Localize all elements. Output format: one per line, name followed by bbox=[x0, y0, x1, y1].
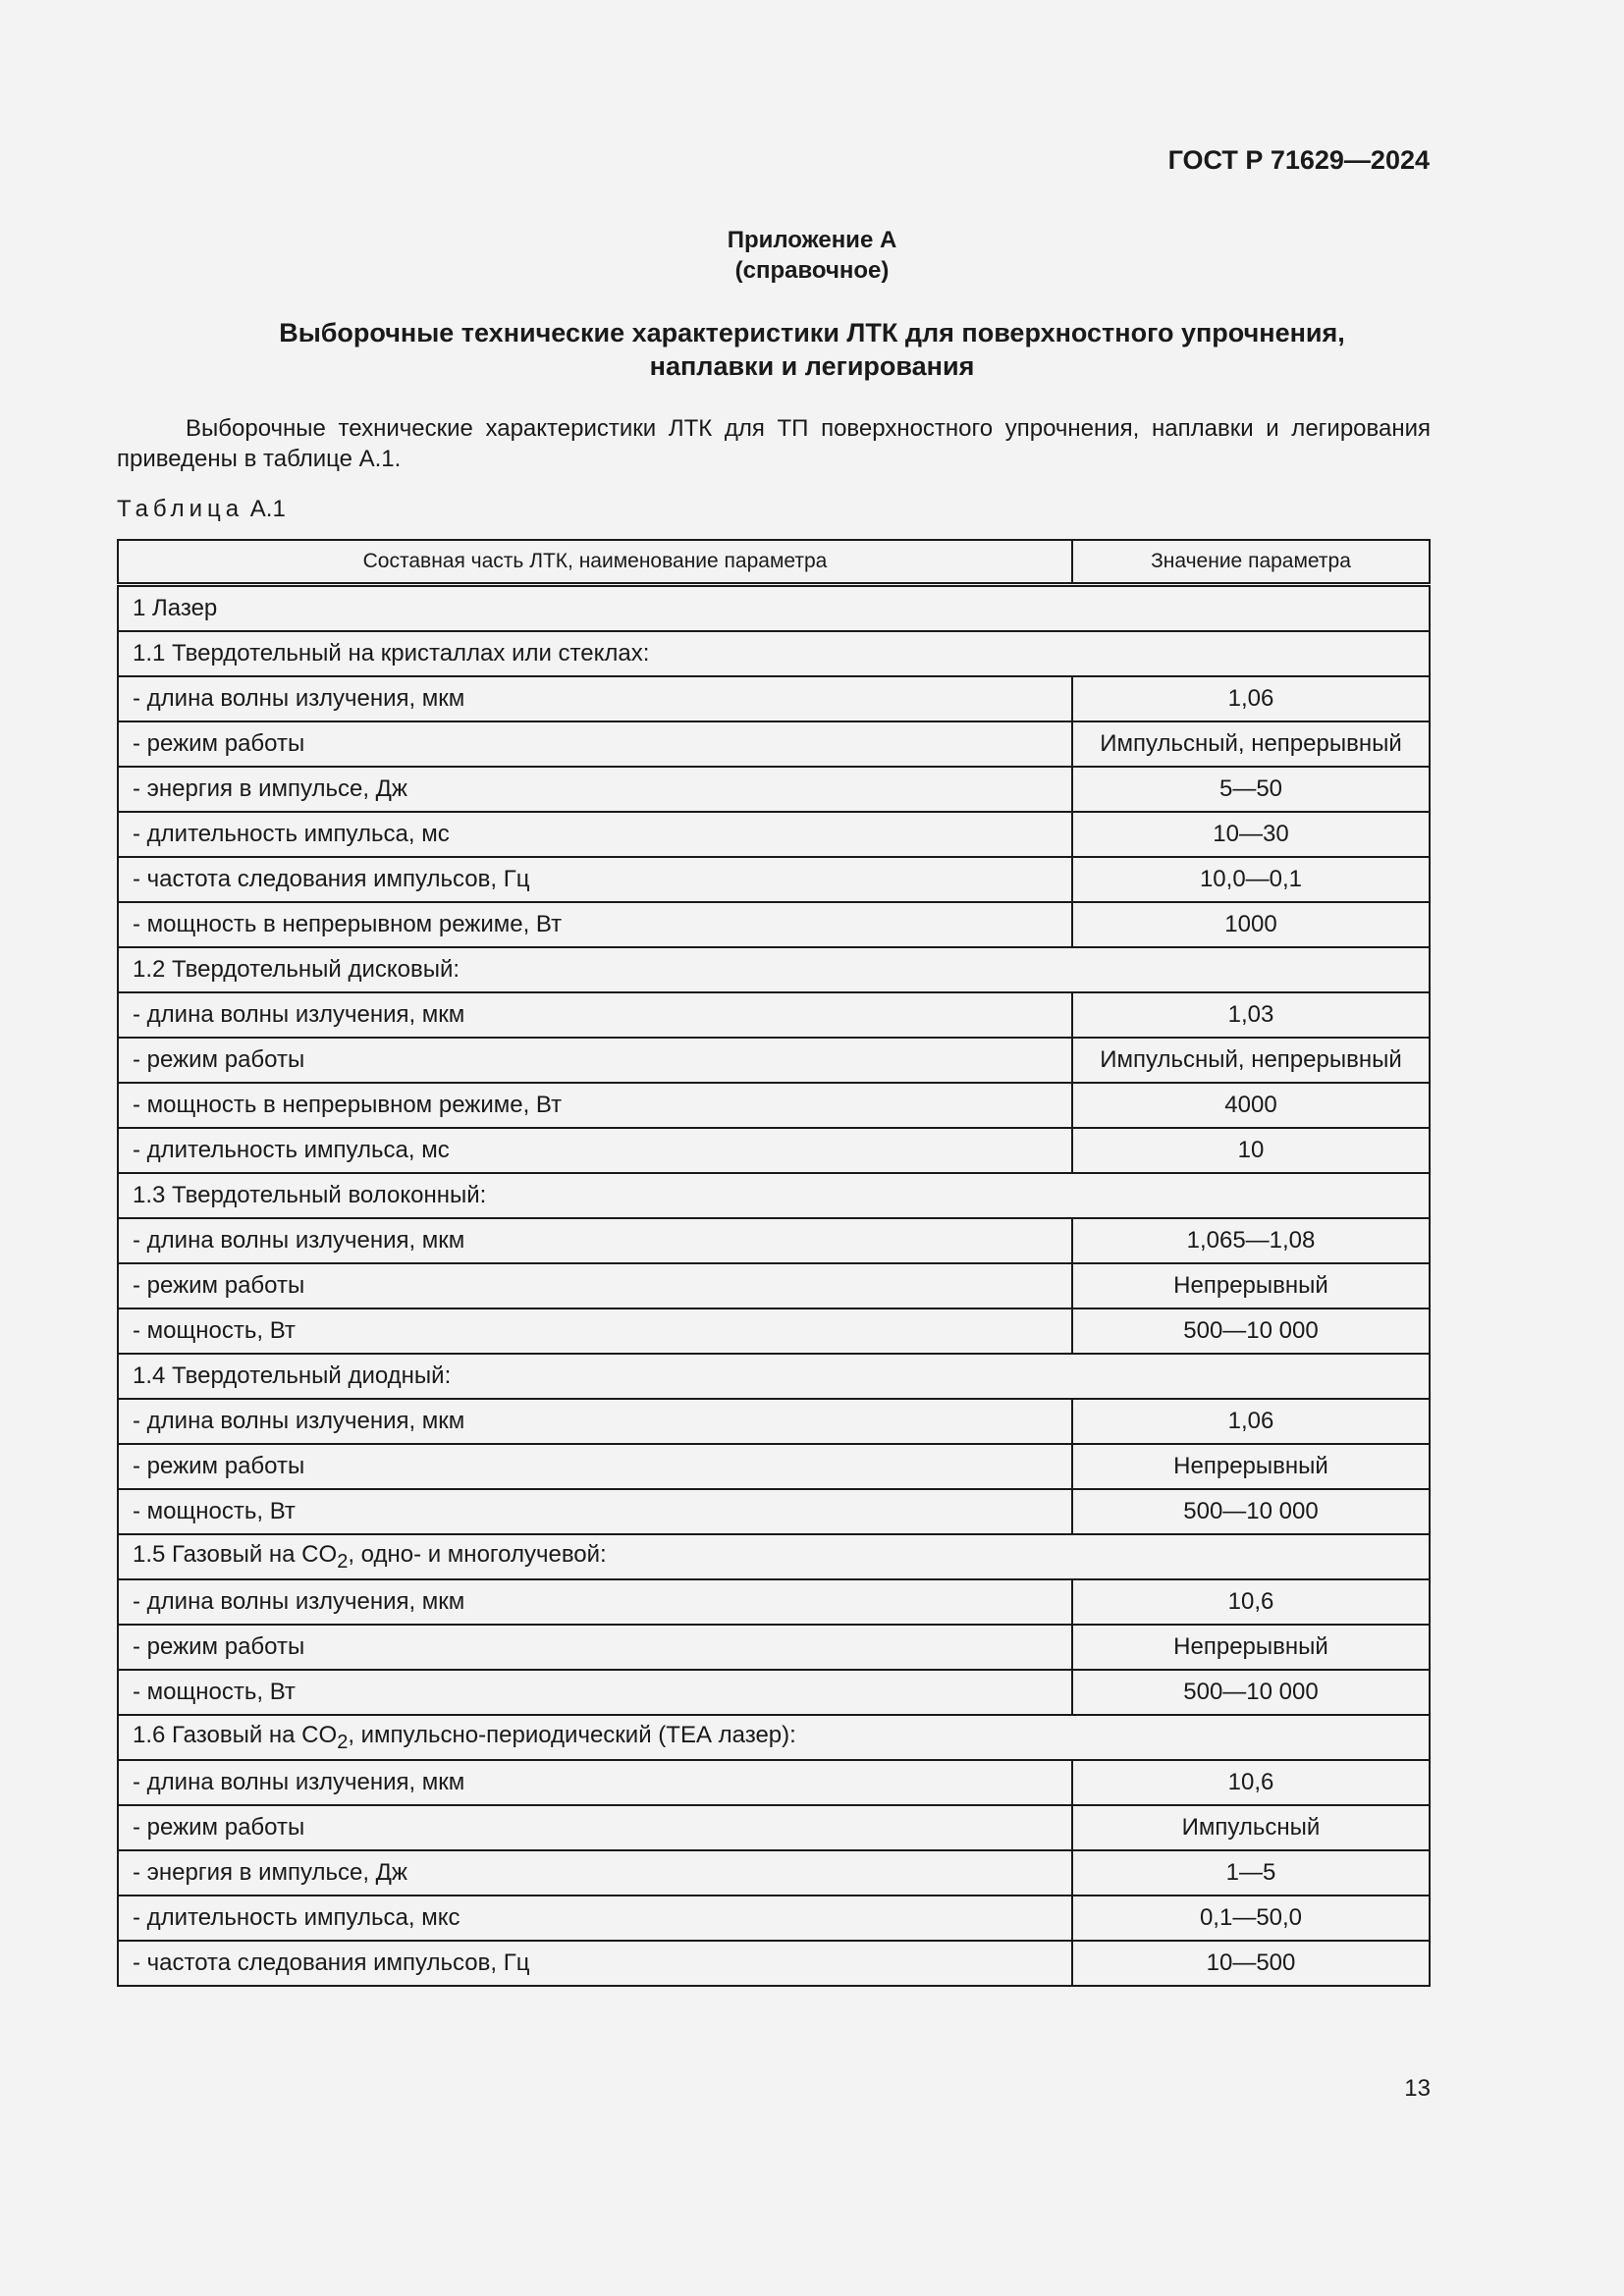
section-title bbox=[118, 1534, 1430, 1579]
parameter-value: Импульсный, непрерывный bbox=[1072, 1038, 1430, 1083]
parameter-value: 1,06 bbox=[1072, 676, 1430, 721]
parameter-row bbox=[118, 1263, 1430, 1308]
section-title bbox=[118, 1173, 1430, 1218]
subscript: 2 bbox=[337, 1731, 349, 1753]
parameter-name: - длительность импульса, мкс bbox=[118, 1896, 1072, 1941]
section-row bbox=[118, 1173, 1430, 1218]
parameter-row bbox=[118, 992, 1430, 1038]
column-header-parameter: Составная часть ЛТК, наименование параметра bbox=[118, 540, 1072, 585]
parameter-value: Непрерывный bbox=[1072, 1625, 1430, 1670]
table-label-number: А.1 bbox=[249, 496, 286, 522]
parameter-value: 0,1—50,0 bbox=[1072, 1896, 1430, 1941]
section-title-tail: , одно- и многолучевой: bbox=[348, 1540, 607, 1568]
parameter-value: 1,06 bbox=[1072, 1399, 1430, 1444]
section-title-text: 1 Лазер bbox=[133, 595, 218, 621]
parameter-value: 4000 bbox=[1072, 1083, 1430, 1128]
standard-designation: ГОСТ Р 71629—2024 bbox=[1167, 145, 1430, 175]
parameter-name: - режим работы bbox=[118, 1263, 1072, 1308]
parameters-table bbox=[117, 539, 1431, 1987]
parameter-row bbox=[118, 1670, 1430, 1715]
parameter-value: 10,6 bbox=[1072, 1760, 1430, 1805]
table-label bbox=[117, 496, 286, 523]
parameter-name: - длина волны излучения, мкм bbox=[118, 1760, 1072, 1805]
parameter-name: - длина волны излучения, мкм bbox=[118, 992, 1072, 1038]
section-title bbox=[118, 631, 1430, 676]
subscript: 2 bbox=[337, 1550, 349, 1573]
parameter-value: 1,03 bbox=[1072, 992, 1430, 1038]
parameter-row bbox=[118, 857, 1430, 902]
table-header-row bbox=[118, 540, 1430, 585]
parameter-name: - режим работы bbox=[118, 1805, 1072, 1850]
parameter-name: - энергия в импульсе, Дж bbox=[118, 767, 1072, 812]
page-number: 13 bbox=[1404, 2075, 1431, 2102]
parameter-value: 10 bbox=[1072, 1128, 1430, 1173]
parameter-value: 500—10 000 bbox=[1072, 1308, 1430, 1354]
section-title bbox=[118, 1354, 1430, 1399]
section-title-text: 1.3 Твердотельный волоконный: bbox=[133, 1182, 487, 1208]
section-row bbox=[118, 1534, 1430, 1579]
parameter-row bbox=[118, 812, 1430, 857]
parameter-name: - энергия в импульсе, Дж bbox=[118, 1850, 1072, 1896]
parameter-name: - режим работы bbox=[118, 1625, 1072, 1670]
parameter-name: - режим работы bbox=[118, 1038, 1072, 1083]
table-body bbox=[118, 585, 1430, 1987]
parameter-row bbox=[118, 1760, 1430, 1805]
section-row bbox=[118, 947, 1430, 992]
parameter-name: - мощность, Вт bbox=[118, 1489, 1072, 1534]
parameter-row bbox=[118, 1308, 1430, 1354]
parameter-row bbox=[118, 767, 1430, 812]
parameter-row bbox=[118, 1444, 1430, 1489]
parameter-value: 10,0—0,1 bbox=[1072, 857, 1430, 902]
parameter-name: - длина волны излучения, мкм bbox=[118, 676, 1072, 721]
parameter-name: - частота следования импульсов, Гц bbox=[118, 1941, 1072, 1986]
parameter-row bbox=[118, 676, 1430, 721]
section-title-tail: , импульсно-периодический (ТЕА лазер): bbox=[348, 1721, 796, 1748]
parameter-row bbox=[118, 1083, 1430, 1128]
parameter-name: - длина волны излучения, мкм bbox=[118, 1399, 1072, 1444]
parameter-row bbox=[118, 1038, 1430, 1083]
section-title bbox=[118, 1715, 1430, 1760]
parameter-row bbox=[118, 1941, 1430, 1986]
section-title-text: 1.6 Газовый на CO bbox=[133, 1721, 338, 1748]
column-header-value: Значение параметра bbox=[1072, 540, 1430, 585]
main-title-line-1: Выборочные технические характеристики ЛТК для поверхностного упрочнения, bbox=[279, 318, 1345, 347]
section-title-text: 1.4 Твердотельный диодный: bbox=[133, 1362, 452, 1389]
parameter-name: - режим работы bbox=[118, 1444, 1072, 1489]
main-title bbox=[157, 316, 1467, 383]
parameter-name: - мощность, Вт bbox=[118, 1308, 1072, 1354]
parameter-name: - длительность импульса, мс bbox=[118, 1128, 1072, 1173]
parameter-row bbox=[118, 1128, 1430, 1173]
appendix-title: Приложение А bbox=[727, 227, 897, 253]
parameter-value: 10—500 bbox=[1072, 1941, 1430, 1986]
parameter-row bbox=[118, 1625, 1430, 1670]
parameter-value: Непрерывный bbox=[1072, 1263, 1430, 1308]
parameter-value: Непрерывный bbox=[1072, 1444, 1430, 1489]
parameter-name: - режим работы bbox=[118, 721, 1072, 767]
parameter-name: - длина волны излучения, мкм bbox=[118, 1579, 1072, 1625]
appendix-subtitle: (справочное) bbox=[734, 257, 890, 284]
parameter-row bbox=[118, 721, 1430, 767]
parameter-value: 500—10 000 bbox=[1072, 1670, 1430, 1715]
parameter-name: - мощность, Вт bbox=[118, 1670, 1072, 1715]
section-title-text: 1.2 Твердотельный дисковый: bbox=[133, 956, 460, 983]
appendix-heading bbox=[0, 225, 1624, 286]
section-title-text: 1.5 Газовый на CO bbox=[133, 1540, 338, 1568]
parameter-name: - частота следования импульсов, Гц bbox=[118, 857, 1072, 902]
parameter-value: 1—5 bbox=[1072, 1850, 1430, 1896]
section-title bbox=[118, 947, 1430, 992]
parameter-row bbox=[118, 1218, 1430, 1263]
section-row bbox=[118, 1715, 1430, 1760]
parameter-value: 10—30 bbox=[1072, 812, 1430, 857]
parameter-row bbox=[118, 1579, 1430, 1625]
parameter-row bbox=[118, 1896, 1430, 1941]
section-title bbox=[118, 585, 1430, 632]
parameter-value: 5—50 bbox=[1072, 767, 1430, 812]
parameter-row bbox=[118, 902, 1430, 947]
parameter-value: 500—10 000 bbox=[1072, 1489, 1430, 1534]
section-title-text: 1.1 Твердотельный на кристаллах или стеклах: bbox=[133, 640, 650, 667]
intro-paragraph: Выборочные технические характеристики ЛТК для ТП поверхностного упрочнения, наплавки и легирования приведены в таблице А.1. bbox=[117, 415, 1431, 472]
parameter-name: - мощность в непрерывном режиме, Вт bbox=[118, 902, 1072, 947]
parameter-row bbox=[118, 1399, 1430, 1444]
parameter-name: - длительность импульса, мс bbox=[118, 812, 1072, 857]
parameter-value: 1,065—1,08 bbox=[1072, 1218, 1430, 1263]
parameter-value: Импульсный, непрерывный bbox=[1072, 721, 1430, 767]
parameter-row bbox=[118, 1805, 1430, 1850]
parameter-name: - длина волны излучения, мкм bbox=[118, 1218, 1072, 1263]
parameter-value: Импульсный bbox=[1072, 1805, 1430, 1850]
parameter-name: - мощность в непрерывном режиме, Вт bbox=[118, 1083, 1072, 1128]
parameter-row bbox=[118, 1489, 1430, 1534]
parameter-value: 10,6 bbox=[1072, 1579, 1430, 1625]
section-row bbox=[118, 631, 1430, 676]
main-title-line-2: наплавки и легирования bbox=[649, 351, 975, 381]
section-row bbox=[118, 585, 1430, 632]
section-row bbox=[118, 1354, 1430, 1399]
table-label-word: Таблица bbox=[117, 496, 244, 522]
parameter-value: 1000 bbox=[1072, 902, 1430, 947]
parameter-row bbox=[118, 1850, 1430, 1896]
